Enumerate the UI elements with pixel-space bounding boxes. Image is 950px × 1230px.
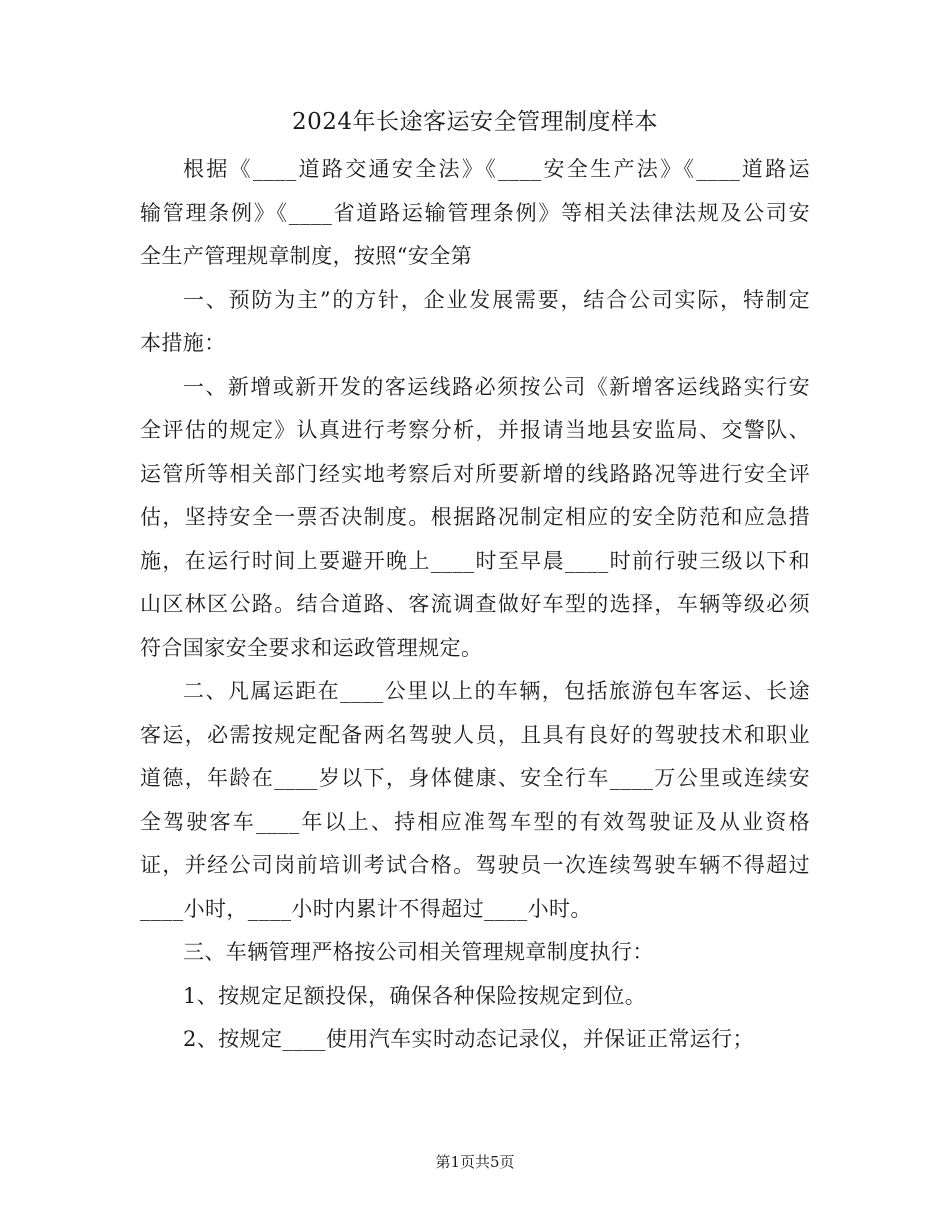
paragraph-line: 一、新增或新开发的客运线路必须按公司《新增客运线路实行安 — [183, 374, 810, 399]
paragraph-line: 本措施： — [140, 331, 226, 355]
paragraph — [140, 975, 810, 1019]
paragraph-line: ____小时，____小时内累计不得超过____小时。 — [140, 896, 592, 921]
paragraph — [140, 366, 810, 671]
paragraph-line: 运管所等相关部门经实地考察后对所要新增的线路路况等进行安全评 — [140, 461, 810, 486]
document-title: 2024年长途客运安全管理制度样本 — [291, 109, 659, 135]
paragraph — [140, 1018, 810, 1062]
paragraph — [140, 279, 810, 366]
page-footer: 第1页共5页 — [435, 1153, 515, 1171]
paragraph-line: 客运，必需按规定配备两名驾驶人员，且具有良好的驾驶技术和职业 — [140, 722, 810, 747]
paragraph-line: 2、按规定____使用汽车实时动态记录仪，并保证正常运行； — [183, 1027, 754, 1051]
paragraph — [140, 670, 810, 931]
paragraph-line: 1、按规定足额投保，确保各种保险按规定到位。 — [183, 983, 647, 1008]
paragraph-line: 估，坚持安全一票否决制度。根据路况制定相应的安全防范和应急措 — [140, 505, 810, 529]
paragraph — [140, 931, 810, 975]
paragraph-line: 一、预防为主”的方针，企业发展需要，结合公司实际，特制定 — [183, 287, 810, 312]
paragraph-line: 证，并经公司岗前培训考试合格。驾驶员一次连续驾驶车辆不得超过 — [140, 853, 810, 877]
paragraph-line: 根据《____道路交通安全法》《____安全生产法》《____道路运 — [183, 157, 810, 181]
document-body — [140, 148, 810, 1062]
paragraph-line: 输管理条例》《____省道路运输管理条例》等相关法律法规及公司安 — [140, 200, 810, 225]
paragraph-line: 施，在运行时间上要避开晚上____时至早晨____时前行驶三级以下和 — [140, 548, 810, 573]
paragraph-line: 符合国家安全要求和运政管理规定。 — [140, 635, 483, 660]
paragraph — [140, 148, 810, 279]
paragraph-line: 全评估的规定》认真进行考察分析，并报请当地县安监局、交警队、 — [140, 418, 810, 442]
paragraph-line: 道德，年龄在____岁以下，身体健康、安全行车____万公里或连续安 — [140, 766, 810, 790]
paragraph-line: 山区林区公路。结合道路、客流调查做好车型的选择，车辆等级必须 — [140, 592, 810, 616]
paragraph-line: 全驾驶客车____年以上、持相应准驾车型的有效驾驶证及从业资格 — [140, 809, 810, 834]
paragraph-line: 全生产管理规章制度，按照“安全第 — [140, 244, 473, 268]
paragraph-line: 二、凡属运距在____公里以上的车辆，包括旅游包车客运、长途 — [183, 679, 810, 703]
paragraph-line: 三、车辆管理严格按公司相关管理规章制度执行： — [183, 940, 654, 964]
